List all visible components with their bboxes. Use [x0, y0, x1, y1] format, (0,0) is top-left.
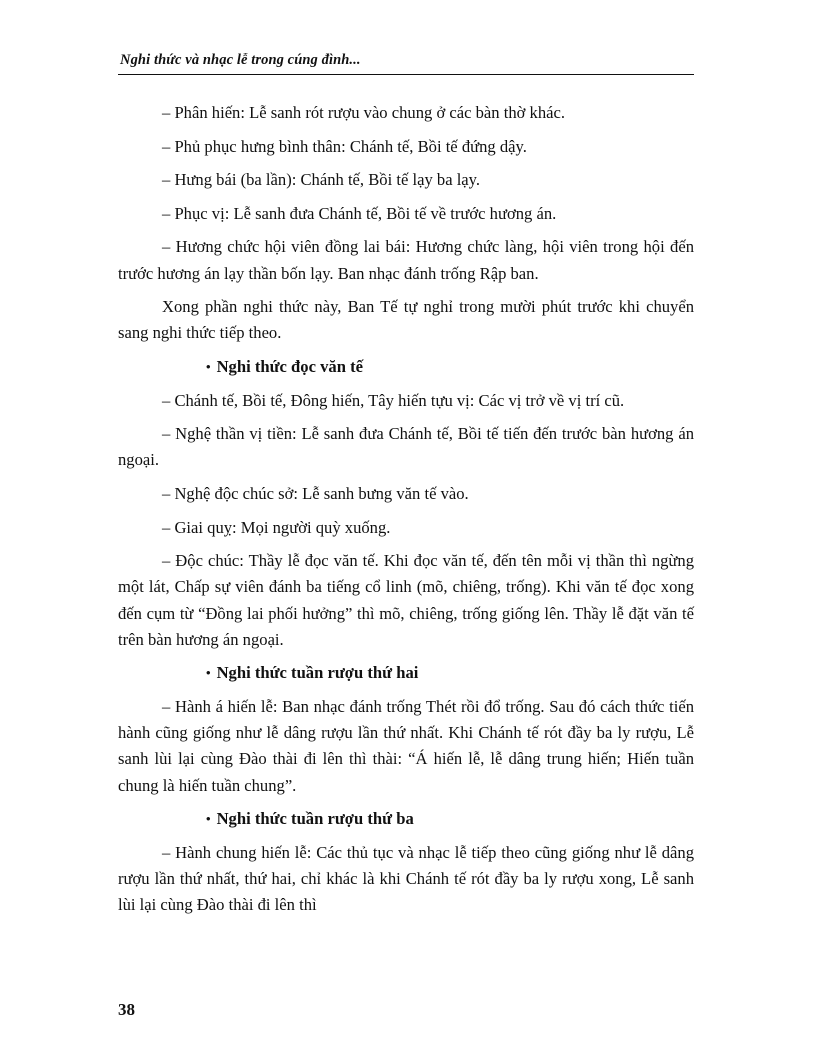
header-rule [118, 74, 694, 75]
page-number: 38 [118, 1000, 135, 1019]
running-header-title: Nghi thức và nhạc lễ trong cúng đình... [120, 52, 361, 68]
paragraph-phan-hien: – Phân hiến: Lễ sanh rót rượu vào chung ở các bàn thờ khác. [162, 103, 566, 122]
bullet-icon: • [206, 811, 211, 827]
section-heading-doc-van-te [118, 354, 694, 380]
paragraph-chung-hien-le: – Hành chung hiến lễ: Các thủ tục và nhạc lễ tiếp theo cũng giống như lễ dâng rượu lần thứ nhất, thứ hai, chỉ khác là khi Chánh tế rót đầy ba ly rượu xong, Lễ sanh lùi lại cùng Đào thài đi lên thì [118, 842, 694, 915]
paragraph-tuu-vi: – Chánh tế, Bồi tế, Đông hiến, Tây hiến tựu vị: Các vị trở về vị trí cũ. [162, 390, 625, 410]
section-heading-tuan-ruou-ba [118, 806, 694, 832]
paragraph-hung-bai: – Hưng bái (ba lần): Chánh tế, Bồi tế lạy ba lạy. [162, 170, 481, 190]
section-heading-text: Nghi thức tuần rượu thứ hai [216, 663, 419, 683]
paragraph-nghe-doc-chuc: – Nghệ độc chúc sở: Lễ sanh bưng văn tế vào. [162, 483, 469, 503]
paragraph-nghe-than-vi: – Nghệ thần vị tiền: Lễ sanh đưa Chánh tế, Bồi tế tiến đến trước bàn hương án ngoại. [118, 424, 694, 470]
paragraph-giai-quy: – Giai quỵ: Mọi người quỳ xuống. [162, 517, 391, 537]
paragraph-huong-chuc: – Hương chức hội viên đồng lai bái: Hương chức làng, hội viên trong hội đến trước hương án lạy thần bốn lạy. Ban nhạc đánh trống Rập ban. [118, 237, 694, 283]
page-body [118, 100, 694, 926]
paragraph-phuc-vi: – Phục vị: Lễ sanh đưa Chánh tế, Bồi tế về trước hương án. [162, 203, 557, 223]
bullet-icon: • [206, 358, 211, 374]
paragraph-ban-te-nghi: Xong phần nghi thức này, Ban Tế tự nghỉ trong mười phút trước khi chuyển sang nghi thức tiếp theo. [118, 297, 694, 343]
paragraph-doc-chuc: – Độc chúc: Thầy lễ đọc văn tế. Khi đọc văn tế, đến tên mỗi vị thần thì ngừng một lát, Chấp sự viên đánh ba tiếng cổ linh (mõ, chiêng, trống). Khi văn tế đọc xong đến cụm từ “Đồng lai phối hưởng” thì mõ, chiêng, trống giống lên. Thầy lễ đặt văn tế trên bàn hương án ngoại. [118, 551, 694, 649]
bullet-icon: • [206, 665, 211, 681]
section-heading-text: Nghi thức đọc văn tế [216, 356, 363, 376]
paragraph-phu-phuc: – Phủ phục hưng bình thân: Chánh tế, Bồi tế đứng dậy. [162, 136, 527, 156]
section-heading-tuan-ruou-hai [118, 660, 694, 686]
paragraph-a-hien-le: – Hành á hiến lễ: Ban nhạc đánh trống Thét rồi đổ trống. Sau đó cách thức tiến hành cũng giống như lễ dâng rượu lần thứ nhất. Khi Chánh tế rót đầy ba ly rượu, Lễ sanh lùi lại cùng Đào thài đi lên thì thài: “Á hiến lễ, lễ dâng trung hiến; Hiến tuần chung là hiến tuần chung”. [118, 696, 694, 795]
section-heading-text: Nghi thức tuần rượu thứ ba [216, 809, 414, 829]
